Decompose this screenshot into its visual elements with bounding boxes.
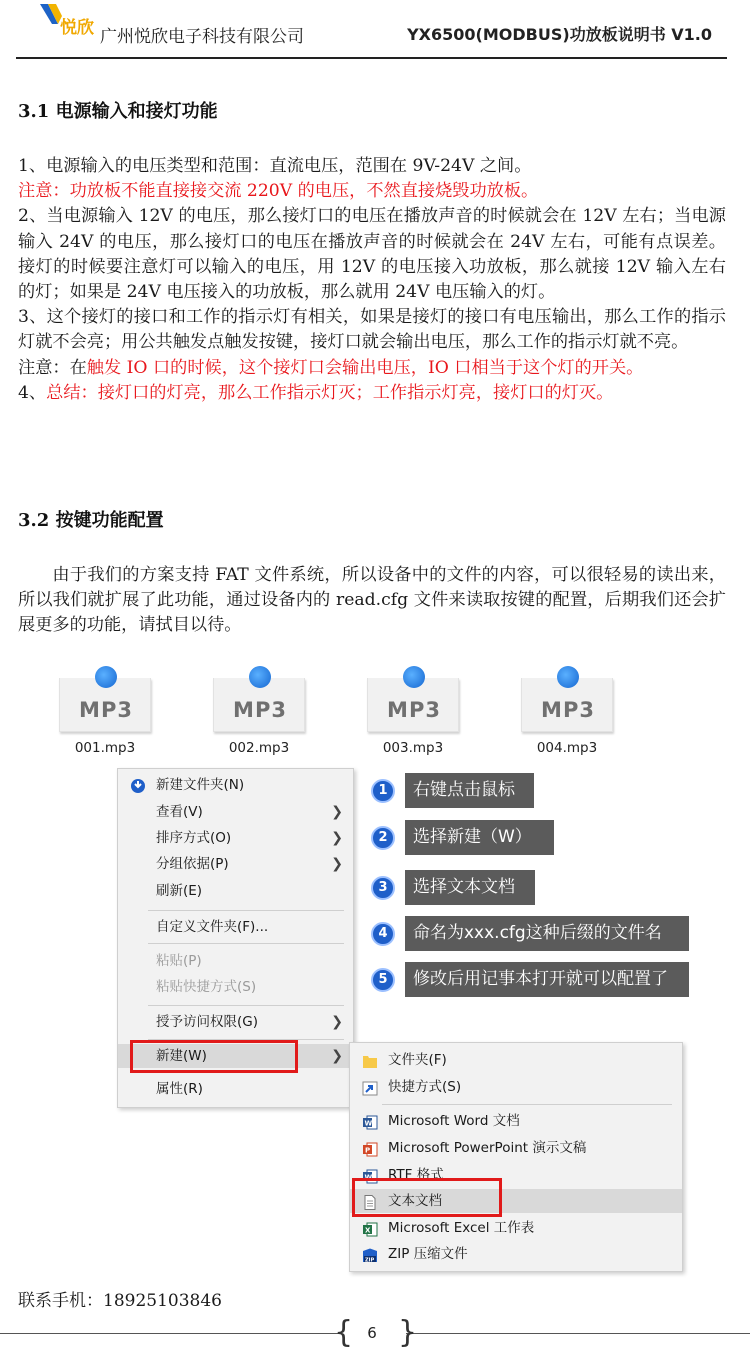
item-4-summary <box>18 381 726 406</box>
chevron-right-icon: ❯ <box>331 1048 343 1064</box>
step-text: 选择新建（W） <box>405 820 554 855</box>
section-title-3-2: 3.2 按键功能配置 <box>18 510 164 531</box>
note-1-text: 功放板不能直接接交流 220V 的电压，不然直接烧毁功放板。 <box>69 181 539 202</box>
item-1-voltage-range: 1、电源输入的电压类型和范围：直流电压，范围在 9V-24V 之间。 <box>18 156 532 176</box>
note-1-label: 注意： <box>18 181 70 202</box>
highlight-text-document-box <box>352 1178 502 1217</box>
footer-rule-left <box>0 1333 338 1334</box>
menu-item-view[interactable] <box>118 800 353 824</box>
menu-item-label: 刷新(E) <box>156 883 203 899</box>
step-number: 1 <box>371 779 395 803</box>
menu-item-label: 新建文件夹(N) <box>156 777 245 793</box>
power-text-block <box>18 154 726 406</box>
menu-item-new-folder[interactable] <box>118 773 353 797</box>
note-2 <box>18 356 726 381</box>
submenu-item-word[interactable] <box>350 1109 682 1133</box>
company-logo <box>38 2 100 42</box>
svg-text:悦欣: 悦欣 <box>60 18 94 38</box>
new-folder-icon <box>130 778 146 793</box>
submenu-item-label: Microsoft Word 文档 <box>388 1113 520 1129</box>
menu-item-properties[interactable] <box>118 1077 353 1101</box>
menu-item-refresh[interactable] <box>118 879 353 903</box>
menu-item-customize-folder[interactable] <box>118 915 353 939</box>
mp3-file-icon: MP3 <box>59 678 151 732</box>
page-bracket-left: { <box>334 1315 354 1350</box>
menu-item-label: 粘贴(P) <box>156 953 202 969</box>
menu-item-label: 新建(W) <box>156 1048 207 1064</box>
zip-icon <box>362 1247 378 1262</box>
menu-item-label: 自定义文件夹(F)... <box>156 919 269 935</box>
instruction-figure <box>0 672 750 1282</box>
file-name: 003.mp3 <box>382 740 444 756</box>
file-name: 001.mp3 <box>74 740 136 756</box>
menu-item-label: 属性(R) <box>156 1081 203 1097</box>
excel-icon <box>362 1221 378 1236</box>
page-bracket-right: } <box>398 1315 418 1350</box>
mp3-file[interactable] <box>358 672 468 762</box>
document-title: YX6500(MODBUS)功放板说明书 V1.0 <box>407 25 712 44</box>
menu-item-paste <box>118 949 353 973</box>
highlight-new-box <box>130 1040 298 1073</box>
submenu-item-shortcut[interactable] <box>350 1075 682 1099</box>
menu-separator <box>382 1104 672 1105</box>
folder-icon <box>362 1053 378 1068</box>
step-number: 2 <box>371 826 395 850</box>
logo-icon <box>38 2 100 42</box>
submenu-item-label: 文本文档 <box>388 1193 442 1209</box>
mp3-file-icon: MP3 <box>213 678 305 732</box>
step-text: 选择文本文档 <box>405 870 535 905</box>
step-number: 5 <box>371 968 395 992</box>
submenu-item-label: RTF 格式 <box>388 1167 444 1183</box>
item-4-text: 总结：接灯口的灯亮，那么工作指示灯灭；工作指示灯亮，接灯口的灯灭。 <box>46 382 614 403</box>
new-submenu <box>349 1042 683 1272</box>
section-title-3-1: 3.1 电源输入和接灯功能 <box>18 101 218 122</box>
menu-item-label: 粘贴快捷方式(S) <box>156 979 257 995</box>
menu-item-paste-shortcut <box>118 975 353 999</box>
mp3-file-icon: MP3 <box>521 678 613 732</box>
mp3-file[interactable] <box>50 672 160 762</box>
note-2-text: 触发 IO 口的时候，这个接灯口会输出电压，IO 口相当于这个灯的开关。 <box>86 357 644 378</box>
submenu-item-powerpoint[interactable] <box>350 1136 682 1160</box>
shortcut-icon <box>362 1080 378 1095</box>
header-divider <box>16 57 727 59</box>
submenu-item-label: 快捷方式(S) <box>388 1079 462 1095</box>
item-3-indicator: 3、这个接灯的接口和工作的指示灯有相关，如果是接灯的接口有电压输出，那么工作的指示灯就不会亮；用公共触发点触发按键，接灯口就会输出电压，那么工作的指示灯就不亮。 <box>18 307 726 353</box>
svg-text:W: W <box>364 1173 373 1182</box>
menu-separator <box>148 910 344 911</box>
file-name: 002.mp3 <box>228 740 290 756</box>
note-1 <box>18 179 726 204</box>
chevron-right-icon: ❯ <box>331 830 343 846</box>
mp3-file[interactable] <box>204 672 314 762</box>
svg-text:W: W <box>364 1119 373 1128</box>
step-text: 右键点击鼠标 <box>405 773 534 808</box>
step-text: 修改后用记事本打开就可以配置了 <box>405 962 689 997</box>
file-name: 004.mp3 <box>536 740 598 756</box>
powerpoint-icon <box>362 1141 378 1156</box>
menu-item-give-access[interactable] <box>118 1010 353 1034</box>
menu-item-label: 分组依据(P) <box>156 856 229 872</box>
chevron-right-icon: ❯ <box>331 856 343 872</box>
footer-rule-right <box>406 1333 750 1334</box>
chevron-right-icon: ❯ <box>331 1014 343 1030</box>
submenu-item-label: Microsoft Excel 工作表 <box>388 1220 535 1236</box>
mp3-file[interactable] <box>512 672 622 762</box>
page-number: 6 <box>367 1324 377 1342</box>
submenu-item-label: ZIP 压缩文件 <box>388 1246 468 1262</box>
mp3-file-icon: MP3 <box>367 678 459 732</box>
note-2-label: 注意：在 <box>18 357 87 378</box>
word-icon <box>362 1114 378 1129</box>
submenu-item-label: Microsoft PowerPoint 演示文稿 <box>388 1140 587 1156</box>
item-4-label: 4、 <box>18 382 47 403</box>
submenu-item-zip[interactable] <box>350 1242 682 1266</box>
svg-text:P: P <box>365 1146 371 1155</box>
menu-item-group[interactable] <box>118 852 353 876</box>
submenu-item-folder[interactable] <box>350 1048 682 1072</box>
menu-item-sort[interactable] <box>118 826 353 850</box>
step-number: 3 <box>371 876 395 900</box>
menu-separator <box>148 1005 344 1006</box>
submenu-item-label: 文件夹(F) <box>388 1052 447 1068</box>
chevron-right-icon: ❯ <box>331 804 343 820</box>
key-config-paragraph: 由于我们的方案支持 FAT 文件系统，所以设备中的文件的内容，可以很轻易的读出来，所以我们就扩展了此功能，通过设备内的 read.cfg 文件来读取按键的配置，后期我们还会扩展更多的功能，请拭目以待。 <box>18 565 726 636</box>
step-number: 4 <box>371 922 395 946</box>
item-2-light-voltage: 2、当电源输入 12V 的电压，那么接灯口的电压在播放声音的时候就会在 12V 左右；当电源输入 24V 的电压，那么接灯口的电压在播放声音的时候就会在 24V 左右，可能有点误差。接灯的时候要注意灯可以输入的电压，用 12V 的电压接入功放板，那么就接 12V 输入左右的灯；如果是 24V 电压接入的功放板，那么就用 24V 电压输入的灯。 <box>18 206 726 303</box>
menu-item-label: 授予访问权限(G) <box>156 1014 258 1030</box>
page-header <box>0 0 750 62</box>
svg-text:X: X <box>365 1226 371 1235</box>
menu-item-label: 查看(V) <box>156 804 203 820</box>
menu-separator <box>148 943 344 944</box>
contact-phone: 联系手机：18925103846 <box>18 1291 222 1311</box>
svg-text:ZIP: ZIP <box>365 1257 375 1263</box>
submenu-item-excel[interactable] <box>350 1216 682 1240</box>
step-text: 命名为xxx.cfg这种后缀的文件名 <box>405 916 689 951</box>
menu-item-label: 排序方式(O) <box>156 830 232 846</box>
company-name: 广州悦欣电子科技有限公司 <box>100 27 304 47</box>
